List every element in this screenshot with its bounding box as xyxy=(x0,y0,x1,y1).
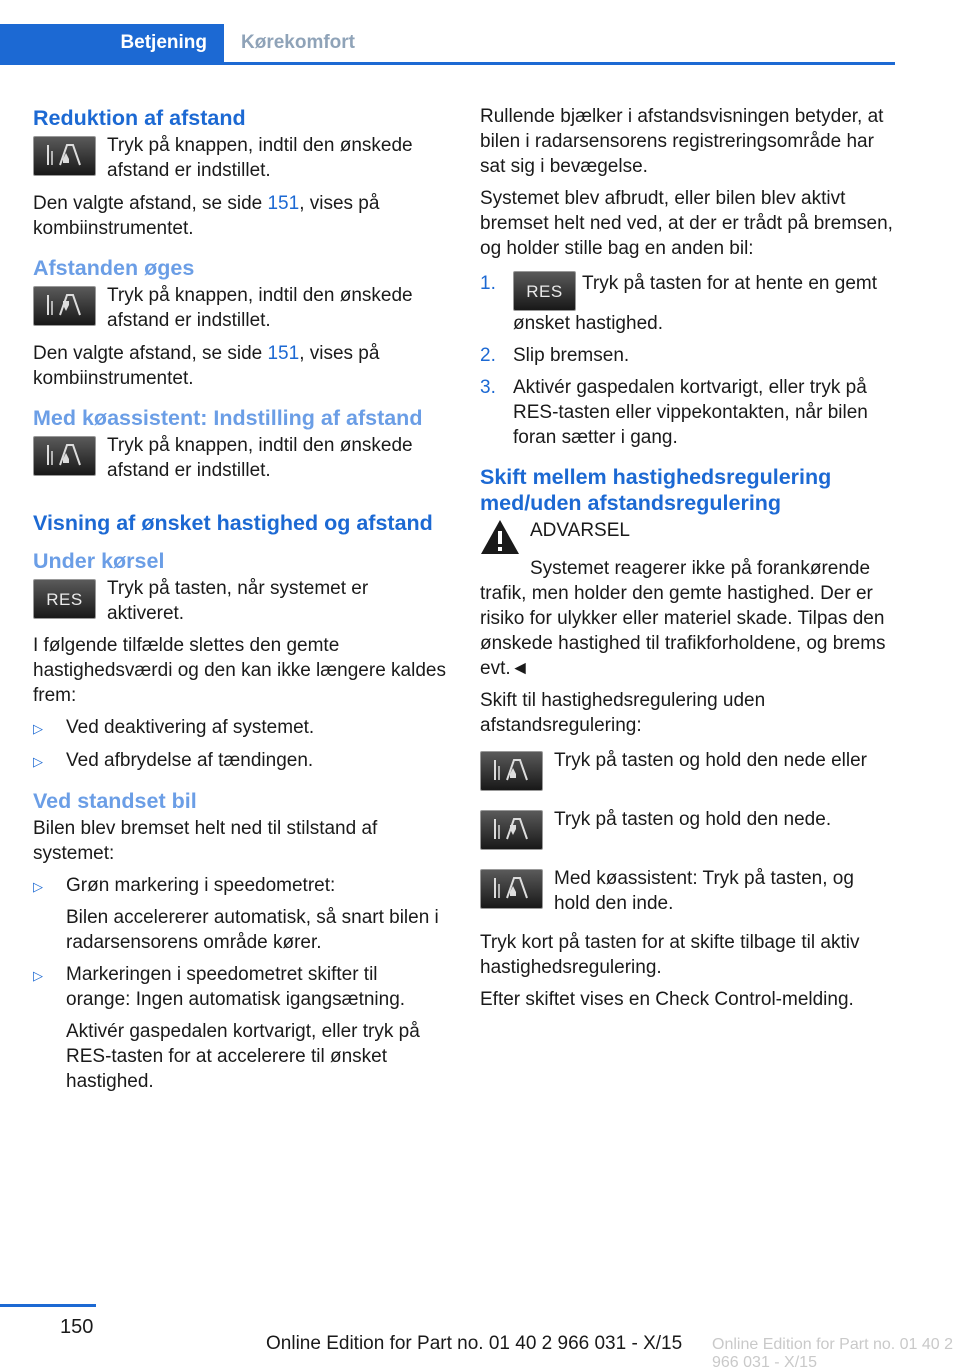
footer-rule xyxy=(0,1304,96,1307)
warning-block xyxy=(480,518,894,556)
rolling-bars-text: Rullende bjælker i afstandsvisningen betyder, at bilen i radarsensorens registreringsområde har sat sig i bevægelse. xyxy=(480,106,884,177)
step-text: Tryk på tasten for at hente en gemt ønsket hastighed. xyxy=(513,273,878,334)
step-number: 1. xyxy=(480,273,496,294)
hold-row-1 xyxy=(480,748,894,791)
distance-note-1: Den valgte afstand, se side 151, vises på kombiinstrumentet. xyxy=(33,193,380,239)
switch-back-text: Tryk kort på tasten for at skifte tilbage til aktiv hastighedsregulering. xyxy=(480,932,860,978)
watermark: Online Edition for Part no. 01 40 2 966 031 - X/15 xyxy=(712,1336,954,1371)
bullet-subtext: Aktivér gaspedalen kortvarigt, eller tryk på RES-tasten for at accelerere til ønsket hastighed. xyxy=(66,1021,420,1092)
heading-standset: Ved standset bil xyxy=(33,789,197,813)
bullet-text: Ved deaktivering af systemet. xyxy=(66,717,315,738)
check-control-text: Efter skiftet vises en Check Control-melding. xyxy=(480,989,854,1010)
list-item xyxy=(480,375,894,450)
step-text: Aktivér gaspedalen kortvarigt, eller tryk på RES-tasten eller vippekontakten, når bilen foran sætter i gang. xyxy=(513,377,868,448)
hold-instruction-2: Tryk på tasten og hold den nede. xyxy=(554,809,832,830)
tab-korekomfort[interactable]: Kørekomfort xyxy=(241,32,356,53)
queue-instruction: Tryk på knappen, indtil den ønskede afstand er indstillet. xyxy=(107,435,413,481)
heading-koassistent: Med køassistent: Indstilling af afstand xyxy=(33,406,423,430)
bullet-subtext: Bilen accelererer automatisk, så snart bilen i radarsensorens område kører. xyxy=(66,907,439,953)
increase-instruction: Tryk på knappen, indtil den ønskede afstand er indstillet. xyxy=(107,285,413,331)
distance-increase-button-icon xyxy=(480,810,543,850)
switch-text: Skift til hastighedsregulering uden afstandsregulering: xyxy=(480,690,766,736)
bullet-text: Grøn markering i speedometret: xyxy=(66,875,336,896)
distance-button-icon xyxy=(33,436,96,476)
res-row xyxy=(33,576,446,626)
page-number: 150 xyxy=(60,1316,94,1338)
interrupted-text: Systemet blev afbrudt, eller bilen blev aktivt bremset helt ned ved, at der er trådt på bremsen, og holder stille bag en anden bil: xyxy=(480,188,893,259)
warning-text: Systemet reagerer ikke på forankørende trafik, men holder den gemte hastighed. Der er risiko for ulykker eller materiel skade. Tilpas den ønskede hastighed til trafikforholdene, og brems evt.◄ xyxy=(480,558,886,679)
res-button-label: RES xyxy=(46,589,83,609)
bullet-text: Markeringen i speedometret skifter til orange: Ingen automatisk igangsætning. xyxy=(66,964,406,1010)
hold-instruction-1: Tryk på tasten og hold den nede eller xyxy=(554,750,867,771)
heading-skift: Skift mellem hastighedsregulering med/uden afstandsregulering xyxy=(480,465,832,515)
distance-increase-button-icon xyxy=(33,286,96,326)
res-instruction: Tryk på tasten, når systemet er aktiveret. xyxy=(107,578,369,624)
res-button-icon xyxy=(513,271,576,311)
res-button-label: RES xyxy=(526,281,563,301)
reduce-instruction: Tryk på knappen, indtil den ønskede afstand er indstillet. xyxy=(107,135,413,181)
heading-visning: Visning af ønsket hastighed og afstand xyxy=(33,511,433,535)
edition-text: Online Edition for Part no. 01 40 2 966 031 - X/15 xyxy=(266,1333,683,1354)
step-number: 2. xyxy=(480,345,496,366)
clear-conditions: I følgende tilfælde slettes den gemte hastighedsværdi og den kan ikke længere kaldes frem: xyxy=(33,635,446,706)
standset-text: Bilen blev bremset helt ned til stilstand af systemet: xyxy=(33,818,378,864)
page-link-151[interactable]: 151 xyxy=(267,343,300,364)
hold-instruction-3: Med køassistent: Tryk på tasten, og hold den inde. xyxy=(554,868,854,914)
distance-button-icon xyxy=(33,136,96,176)
hold-row-3 xyxy=(480,866,894,916)
distance-button-icon xyxy=(480,751,543,791)
distance-note-2: Den valgte afstand, se side 151, vises på kombiinstrumentet. xyxy=(33,343,380,389)
list-item xyxy=(33,715,446,741)
hold-row-2 xyxy=(480,807,894,850)
list-item xyxy=(33,748,446,774)
increase-distance-row xyxy=(33,283,446,333)
heading-under-korsel: Under kørsel xyxy=(33,549,165,573)
queue-assistant-row xyxy=(33,433,446,483)
bullet-text: Ved afbrydelse af tændingen. xyxy=(66,750,314,771)
res-button-icon xyxy=(33,579,96,619)
page-link-151[interactable]: 151 xyxy=(267,193,300,214)
bullet-triangle-icon: ▷ xyxy=(33,721,43,736)
bullet-triangle-icon: ▷ xyxy=(33,879,43,894)
header-bar xyxy=(0,24,895,65)
heading-oges: Afstanden øges xyxy=(33,256,195,280)
list-item xyxy=(480,343,894,368)
warning-title: ADVARSEL xyxy=(530,520,630,541)
bullet-triangle-icon: ▷ xyxy=(33,968,43,983)
step-text: Slip bremsen. xyxy=(513,345,630,366)
reduce-distance-row xyxy=(33,133,446,183)
left-column xyxy=(33,100,446,1094)
list-item xyxy=(33,873,446,955)
bullet-triangle-icon: ▷ xyxy=(33,754,43,769)
warning-triangle-icon xyxy=(480,518,520,556)
list-item xyxy=(480,271,894,336)
step-number: 3. xyxy=(480,377,496,398)
distance-button-icon xyxy=(480,869,543,909)
tab-betjening[interactable]: Betjening xyxy=(0,24,224,62)
heading-reduktion: Reduktion af afstand xyxy=(33,106,246,130)
right-column xyxy=(480,100,894,1012)
list-item xyxy=(33,962,446,1094)
